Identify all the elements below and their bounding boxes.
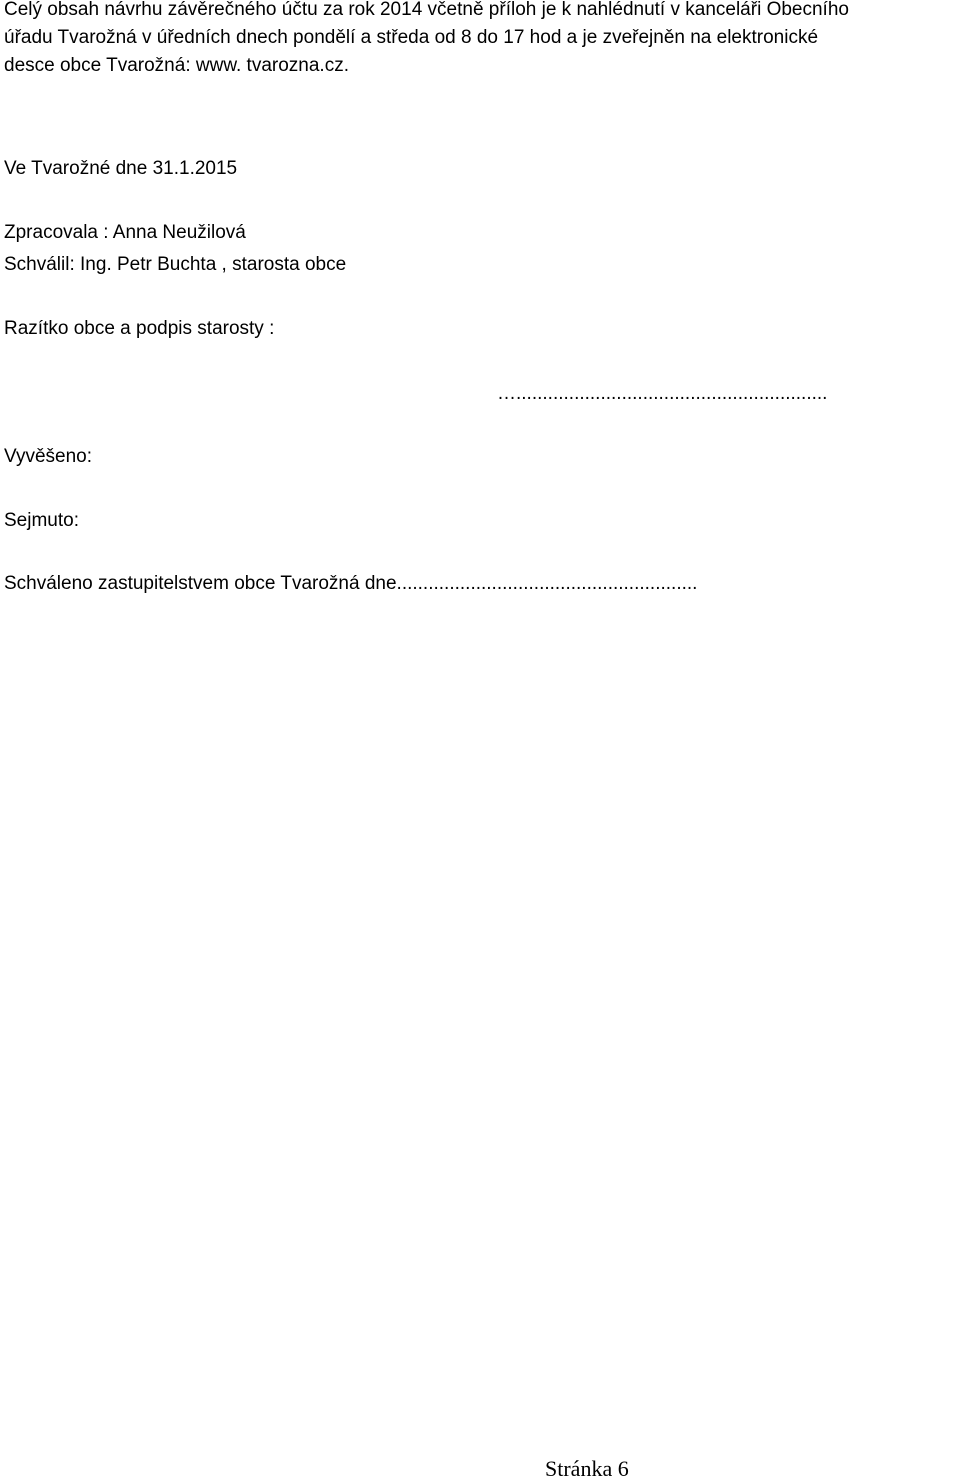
intro-paragraph: [4, 0, 960, 80]
intro-line-2: úřadu Tvarožná v úředních dnech pondělí a středa od 8 do 17 hod a je zveřejněn na elektronické: [4, 27, 819, 48]
approved-by: Schválil: Ing. Petr Buchta , starosta obce: [4, 254, 347, 275]
place-date: Ve Tvarožné dne 31.1.2015: [4, 158, 238, 179]
council-approval: Schváleno zastupitelstvem obce Tvarožná dne.........................................................: [4, 573, 698, 594]
page-number: Stránka 6: [545, 1456, 629, 1481]
stamp-signature-label: Razítko obce a podpis starosty :: [4, 318, 275, 339]
intro-line-1: Celý obsah návrhu závěrečného účtu za rok 2014 včetně příloh je k nahlédnutí v kanceláři Obecního: [4, 0, 849, 20]
posted-label: Vyvěšeno:: [4, 446, 93, 467]
intro-line-3: desce obce Tvarožná: www. tvarozna.cz.: [4, 55, 349, 76]
signature-line: …...........................................................: [497, 383, 828, 404]
removed-label: Sejmuto:: [4, 510, 79, 531]
prepared-by: Zpracovala : Anna Neužilová: [4, 222, 246, 243]
